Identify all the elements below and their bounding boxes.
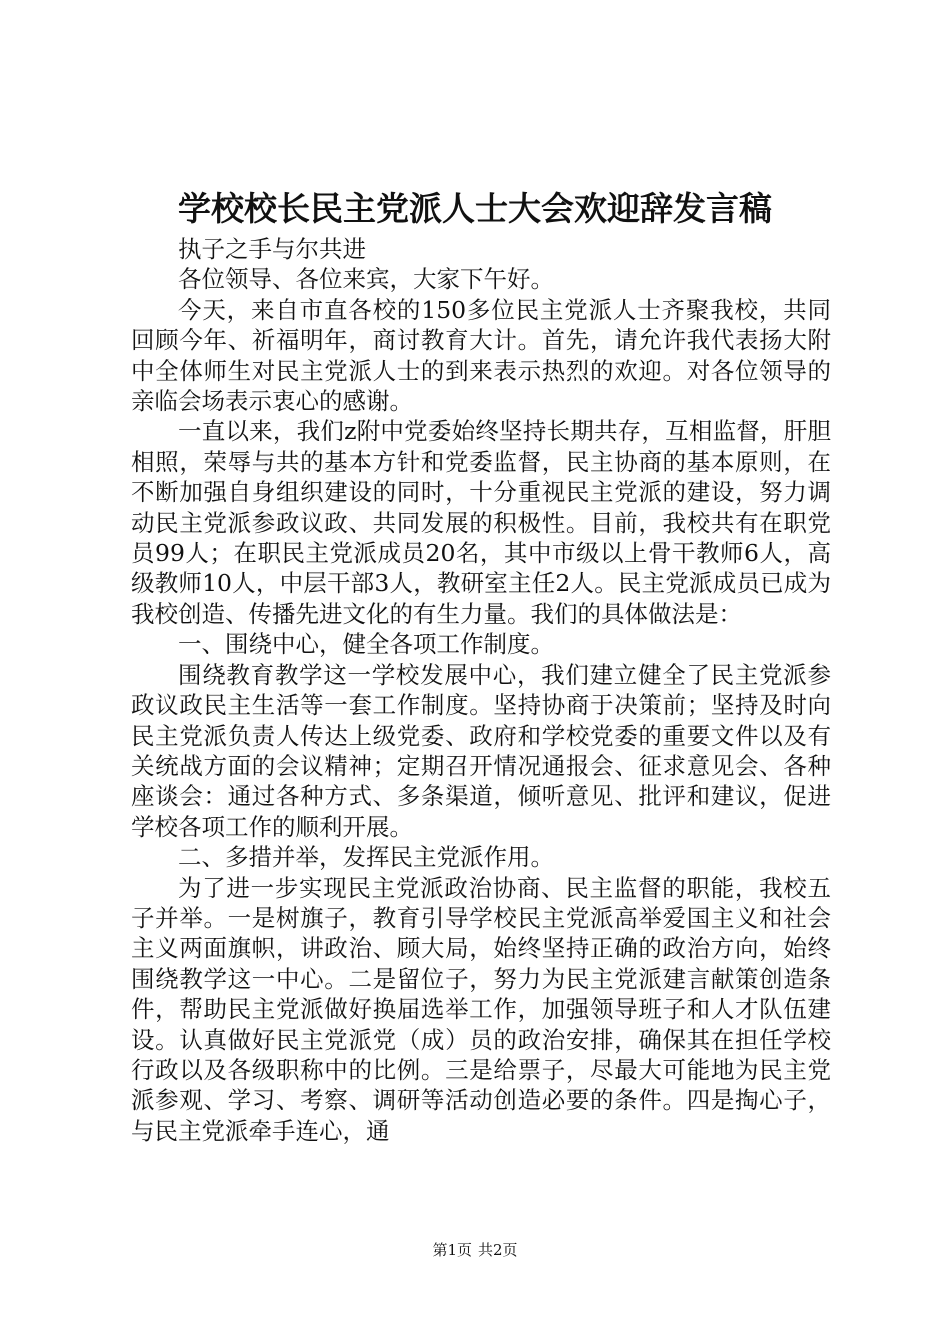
page-total: 共2页	[478, 1241, 518, 1259]
paragraph-section-2: 为了进一步实现民主党派政治协商、民主监督的职能，我校五子并举。一是树旗子，教育引导学校民主党派高举爱国主义和社会主义两面旗帜，讲政治、顾大局，始终坚持正确的政治方向，始终围绕教学这一中心。二是留位子，努力为民主党派建言献策创造条件，帮助民主党派做好换届选举工作，加强领导班子和人才队伍建设。认真做好民主党派党（成）员的政治安排，确保其在担任学校行政以及各级职称中的比例。三是给票子，尽最大可能地为民主党派参观、学习、考察、调研等活动创造必要的条件。四是掏心子，与民主党派牵手连心，通	[131, 873, 831, 1145]
paragraph-subtitle: 执子之手与尔共进	[178, 235, 366, 263]
page-number: 第1页	[432, 1241, 472, 1259]
page-footer	[0, 1240, 950, 1260]
paragraph-greeting: 各位领导、各位来宾，大家下午好。	[178, 265, 554, 294]
paragraph-background: 一直以来，我们z附中党委始终坚持长期共存，互相监督，肝胆相照，荣辱与共的基本方针和党委监督，民主协商的基本原则，在不断加强自身组织建设的同时，十分重视民主党派的建设，努力调动民主党派参政议政、共同发展的积极性。目前，我校共有在职党员99人；在职民主党派成员20名，其中市级以上骨干教师6人，高级教师10人，中层干部3人，教研室主任2人。民主党派成员已成为我校创造、传播先进文化的有生力量。我们的具体做法是：	[131, 417, 831, 628]
section-heading-1: 一、围绕中心，健全各项工作制度。	[178, 630, 554, 659]
document-body	[131, 234, 831, 1146]
document-title: 学校校长民主党派人士大会欢迎辞发言稿	[178, 189, 772, 228]
paragraph-section-1: 围绕教育教学这一学校发展中心，我们建立健全了民主党派参政议政民主生活等一套工作制度。坚持协商于决策前；坚持及时向民主党派负责人传达上级党委、政府和学校党委的重要文件以及有关统战方面的会议精神；定期召开情况通报会、征求意见会、各种座谈会：通过各种方式、多条渠道，倾听意见、批评和建议，促进学校各项工作的顺利开展。	[131, 660, 831, 841]
section-heading-2: 二、多措并举，发挥民主党派作用。	[178, 843, 554, 872]
paragraph-intro: 今天，来自市直各校的150多位民主党派人士齐聚我校，共同回顾今年、祈福明年，商讨教育大计。首先，请允许我代表扬大附中全体师生对民主党派人士的到来表示热烈的欢迎。对各位领导的亲临会场表示衷心的感谢。	[131, 295, 831, 416]
